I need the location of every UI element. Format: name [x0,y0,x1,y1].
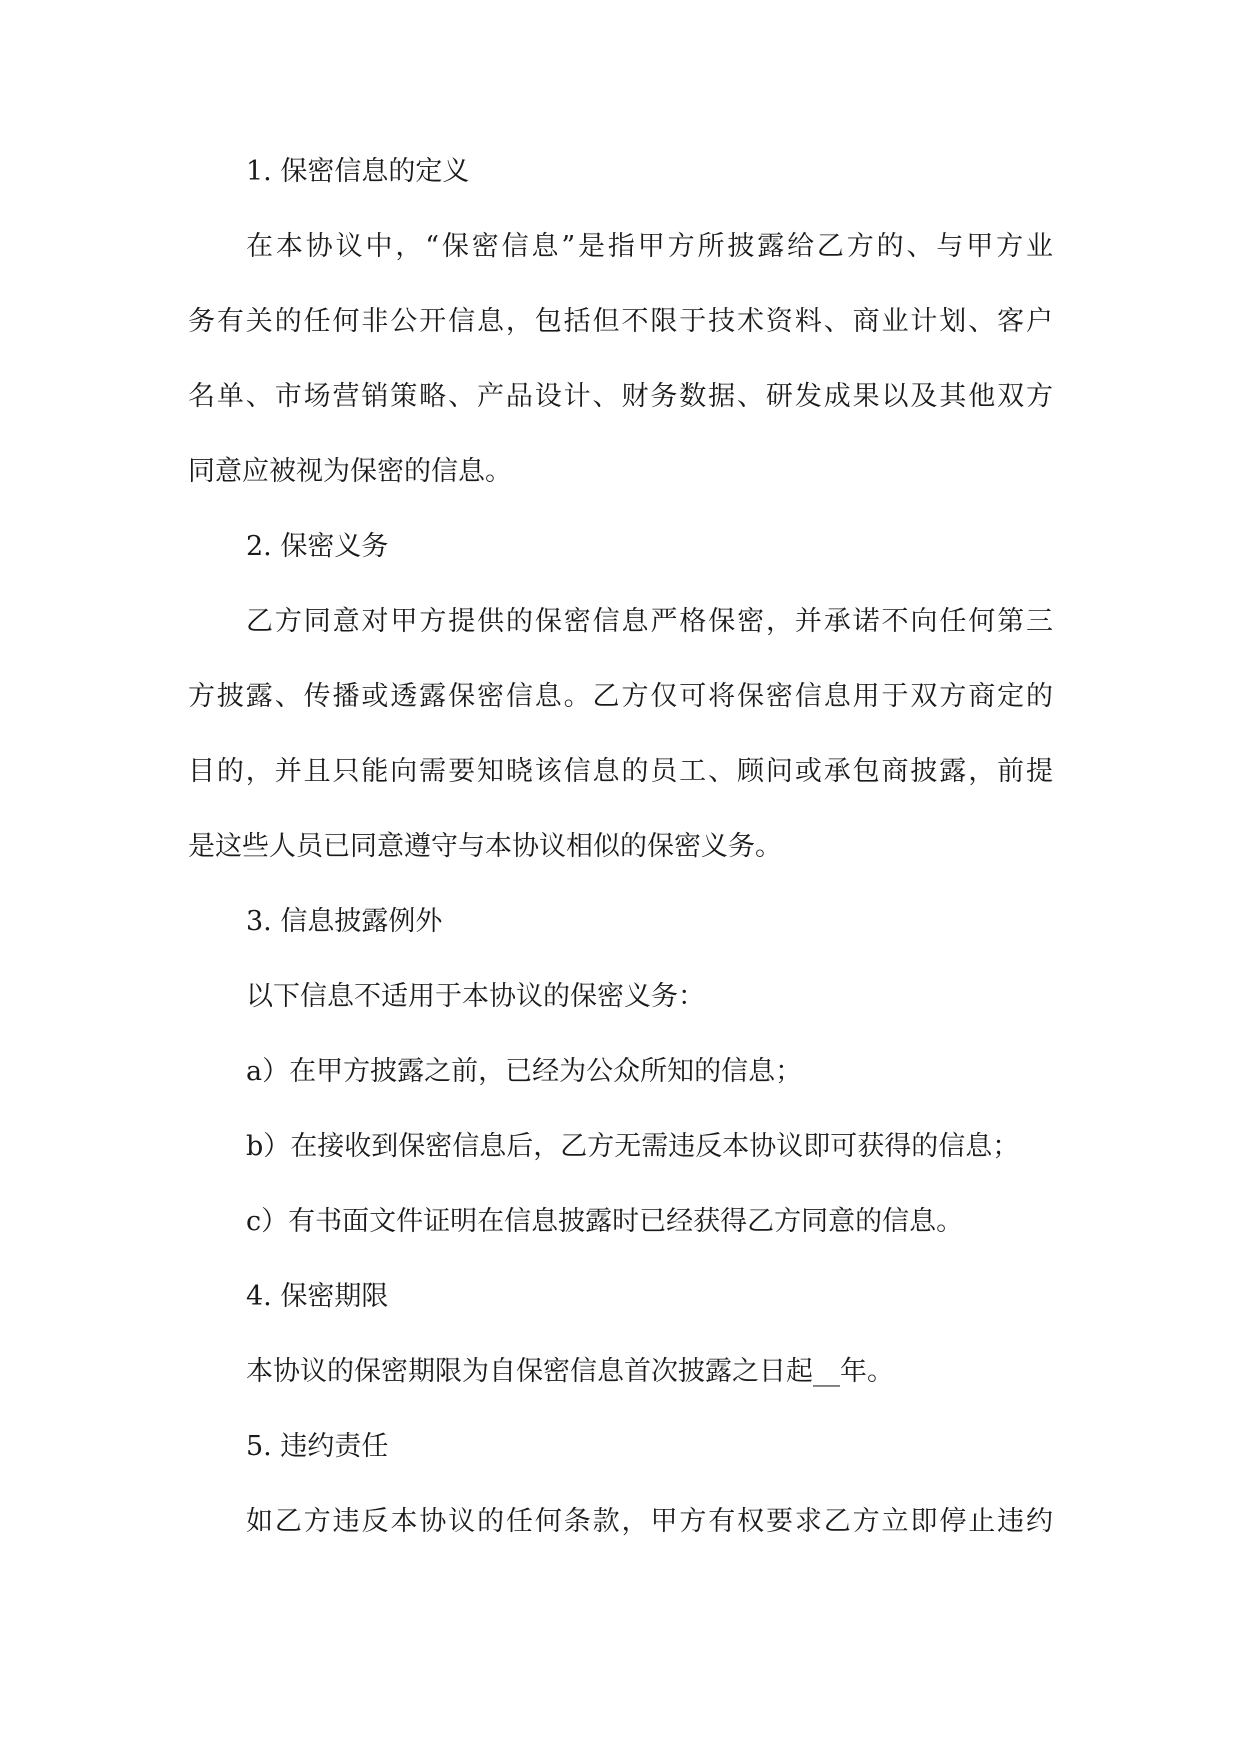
paragraph-line: 方披露、传播或透露保密信息。乙方仅可将保密信息用于双方商定的 [188,681,1053,712]
paragraph-line: 在本协议中，“保密信息”是指甲方所披露给乙方的、与甲方业 [246,231,1053,262]
section-heading-term: 4. 保密期限 [246,1281,389,1312]
paragraph-line: 本协议的保密期限为自保密信息首次披露之日起__年。 [246,1356,894,1387]
paragraph-line: 名单、市场营销策略、产品设计、财务数据、研发成果以及其他双方 [188,381,1053,412]
list-item-b: b）在接收到保密信息后，乙方无需违反本协议即可获得的信息； [246,1131,1020,1162]
paragraph-line: 乙方同意对甲方提供的保密信息严格保密，并承诺不向任何第三 [246,606,1053,637]
paragraph-line: 目的，并且只能向需要知晓该信息的员工、顾问或承包商披露，前提 [188,756,1053,787]
section-heading-exceptions: 3. 信息披露例外 [246,906,443,937]
list-item-a: a）在甲方披露之前，已经为公众所知的信息； [246,1056,803,1087]
paragraph-line: 以下信息不适用于本协议的保密义务： [246,981,705,1012]
section-heading-definition: 1. 保密信息的定义 [246,156,470,187]
list-item-c: c）有书面文件证明在信息披露时已经获得乙方同意的信息。 [246,1206,964,1237]
section-heading-liability: 5. 违约责任 [246,1431,389,1462]
paragraph-line: 务有关的任何非公开信息，包括但不限于技术资料、商业计划、客户 [188,306,1053,337]
paragraph-line: 同意应被视为保密的信息。 [188,456,512,487]
paragraph-line: 是这些人员已同意遵守与本协议相似的保密义务。 [188,831,782,862]
section-heading-obligation: 2. 保密义务 [246,531,389,562]
paragraph-line: 如乙方违反本协议的任何条款，甲方有权要求乙方立即停止违约 [246,1506,1053,1537]
